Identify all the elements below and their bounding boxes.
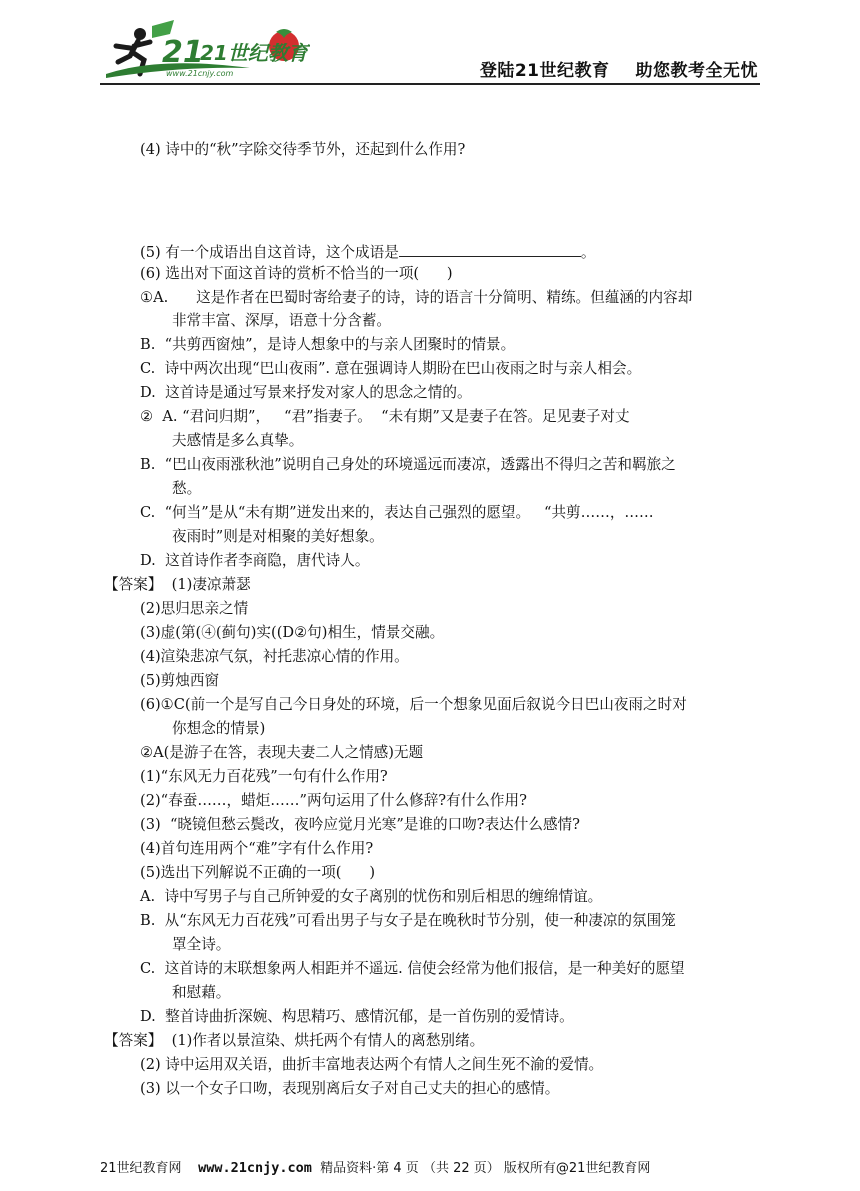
option-2a: ② A. “君问归期”， “君”指妻子。 “未有期”又是妻子在答。足见妻子对丈	[140, 408, 630, 425]
wuti-option-c-cont: 和慰藉。	[172, 984, 231, 1001]
wuti-question-4: (4)首句连用两个“难”字有什么作用?	[140, 840, 374, 857]
option-2c: C. “何当”是从“未有期”迸发出来的，表达自己强烈的愿望。 “共剪……，……	[140, 504, 654, 521]
option-2a-cont: 夫感情是多么真挚。	[172, 432, 304, 449]
wuti-question-5: (5)选出下列解说不正确的一项( )	[140, 864, 376, 881]
answer-1-5: (5)剪烛西窗	[140, 672, 220, 689]
question-5-text: (5) 有一个成语出自这首诗，这个成语是	[140, 244, 399, 261]
page-footer	[100, 1157, 650, 1176]
answer-2-header: 【答案】 (1)作者以景渲染、烘托两个有情人的离愁别绪。	[104, 1032, 485, 1049]
answer-1-3: (3)虚(第(④(蓟句)实((D②句)相生，情景交融。	[140, 624, 445, 641]
question-5-suffix: 。	[580, 244, 596, 261]
svg-text:21: 21	[162, 35, 204, 70]
wuti-question-1: (1)“东风无力百花残”一句有什么作用?	[140, 768, 388, 785]
answer-1-2: (2)思归思亲之情	[140, 600, 249, 617]
option-2c-cont: 夜雨时”则是对相聚的美好想象。	[172, 528, 384, 545]
option-1d: D. 这首诗是通过写景来抒发对家人的思念之情的。	[140, 384, 472, 401]
slogan-left: 登陆21世纪教育	[479, 61, 610, 81]
answer-1-6: (6)①C(前一个是写自己今日身处的环境，后一个想象见面后叙说今日巴山夜雨之时对	[140, 696, 687, 713]
question-6: (6) 选出对下面这首诗的赏析不恰当的一项( )	[140, 265, 453, 282]
wuti-option-c: C. 这首诗的末联想象两人相距并不遥远. 信使会经常为他们报信，是一种美好的愿望	[140, 960, 685, 977]
footer-url[interactable]: www.21cnjy.com	[198, 1160, 312, 1176]
option-1a: ①A. 这是作者在巴蜀时寄给妻子的诗，诗的语言十分简明、精练。但蕴涵的内容却	[140, 289, 693, 306]
option-1c: C. 诗中两次出现“巴山夜雨”. 意在强调诗人期盼在巴山夜雨之时与亲人相会。	[140, 360, 642, 377]
slogan-right: 助您教考全无忧	[635, 61, 758, 81]
logo-url: www.21cnjy.com	[166, 69, 234, 78]
answer-blank	[399, 242, 581, 257]
answer-2-3: (3) 以一个女子口吻，表现别离后女子对自己丈夫的担心的感情。	[140, 1080, 560, 1097]
footer-site-name: 21世纪教育网	[100, 1161, 182, 1176]
wuti-question-3: (3) “晓镜但愁云鬓改，夜吟应觉月光寒”是谁的口吻?表达什么感情?	[140, 816, 580, 833]
option-2b-cont: 愁。	[172, 480, 202, 497]
option-2d: D. 这首诗作者李商隐，唐代诗人。	[140, 552, 370, 569]
option-2b: B. “巴山夜雨涨秋池”说明自己身处的环境遥远而凄凉，透露出不得归之苦和羁旅之	[140, 456, 676, 473]
wuti-option-b: B. 从“东风无力百花残”可看出男子与女子是在晚秋时节分别，使一种凄凉的氛围笼	[140, 912, 676, 929]
option-1b: B. “共剪西窗烛”，是诗人想象中的与亲人团聚时的情景。	[140, 336, 516, 353]
wuti-question-2: (2)“春蚕……，蜡炬……”两句运用了什么修辞?有什么作用?	[140, 792, 527, 809]
wuti-option-b-cont: 罩全诗。	[172, 936, 231, 953]
answer-1-6-cont: 你想念的情景)	[172, 720, 266, 737]
answer-2-2: (2) 诗中运用双关语，曲折丰富地表达两个有情人之间生死不渝的爱情。	[140, 1056, 604, 1073]
wuti-option-d: D. 整首诗曲折深婉、构思精巧、感情沉郁，是一首伤别的爱情诗。	[140, 1008, 574, 1025]
option-1a-cont: 非常丰富、深厚，语意十分含蓄。	[172, 312, 391, 329]
question-4: (4) 诗中的“秋”字除交待季节外，还起到什么作用?	[140, 141, 466, 158]
wuti-option-a: A. 诗中写男子与自己所钟爱的女子离别的忧伤和别后相思的缠绵情谊。	[140, 888, 603, 905]
footer-page-info: 精品资料·第 4 页 （共 22 页） 版权所有@21世纪教育网	[320, 1161, 651, 1176]
answer-1-6b: ②A(是游子在答，表现夫妻二人之情感)无题	[140, 744, 424, 761]
answer-1-header: 【答案】 (1)凄凉萧瑟	[104, 576, 251, 593]
answer-1-4: (4)渲染悲凉气氛，衬托悲凉心情的作用。	[140, 648, 409, 665]
question-5	[140, 242, 595, 262]
logo-text: 21世纪教育	[200, 41, 308, 65]
